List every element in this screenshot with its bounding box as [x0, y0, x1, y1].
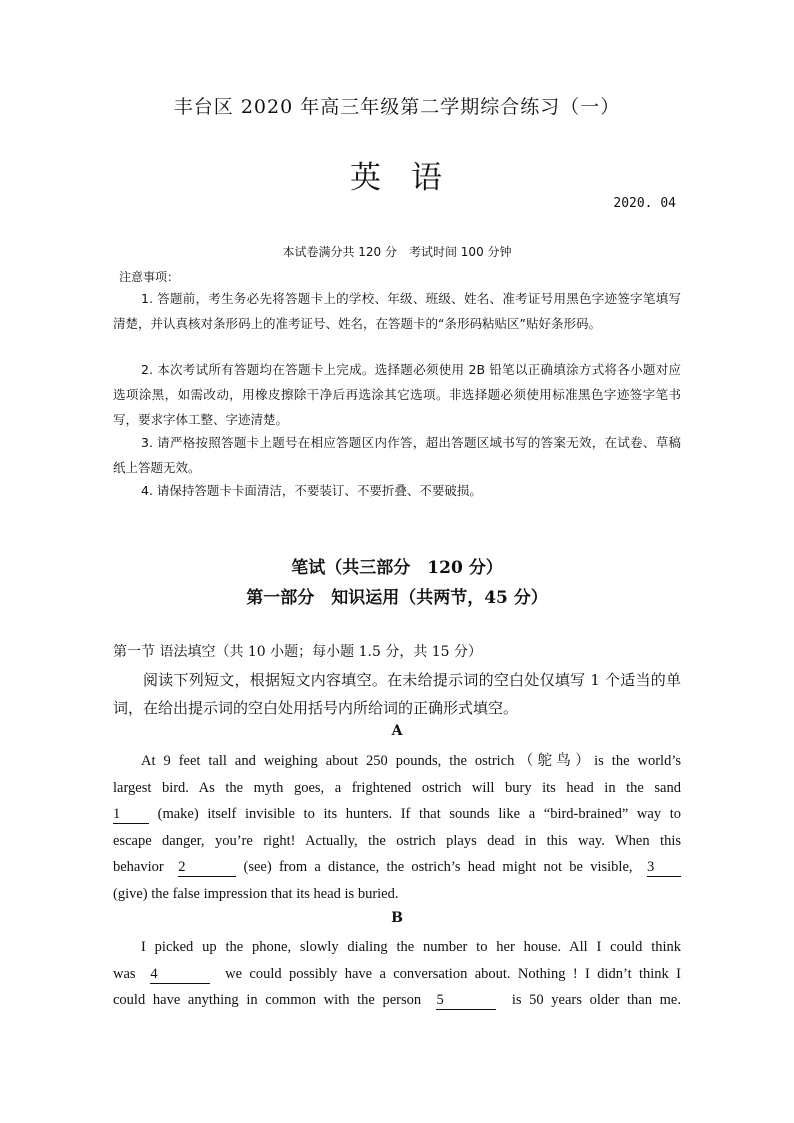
notice-rule-4: 4. 请保持答题卡卡面清洁，不要装订、不要折叠、不要破损。: [141, 483, 482, 498]
blank-4[interactable]: 4: [150, 965, 210, 984]
passage-text: we could possibly have a conversation about. Nothing ! I didn’t think I: [225, 965, 682, 982]
passage-text: (make) itself invisible to its hunters. If that sounds like a “bird-brained” way to: [157, 806, 682, 822]
passage-line: escape danger, you’re right! Actually, the ostrich plays dead in this way. When this: [113, 832, 681, 849]
passage-b-label: B: [391, 910, 403, 926]
passage-line: [113, 801, 681, 828]
passage-line: I picked up the phone, slowly dialing the number to her house. All I could think: [141, 939, 681, 955]
blank-1[interactable]: 1: [113, 805, 149, 824]
blank-3[interactable]: 3: [647, 858, 681, 877]
passage-text: could have anything in common with the person: [113, 992, 422, 1008]
notice-rule-2: 2. 本次考试所有答题均在答题卡上完成。选择题必须使用 2B 铅笔以正确填涂方式将各小题对应选项涂黑，如需改动，用橡皮擦除干净后再选涂其它选项。非选择题必须使用标准黑色字迹签字笔书写，要求字体工整、字迹清楚。: [113, 362, 681, 427]
written-test-heading: 笔试（共三部分 120 分）: [291, 558, 503, 578]
exam-title: 丰台区 2020 年高三年级第二学期综合练习（一）: [173, 96, 621, 118]
notice-label: 注意事项：: [119, 270, 180, 284]
passage-text: (see) from a distance, the ostrich’s head might not be visible,: [243, 859, 633, 875]
passage-text: behavior: [113, 859, 164, 875]
part-one-heading: 第一部分 知识运用（共两节，45 分）: [246, 588, 548, 608]
passage-line: largest bird. As the myth goes, a frightened ostrich will bury its head in the sand: [113, 779, 681, 796]
passage-text: was: [113, 965, 136, 982]
passage-line: (give) the false impression that its head is buried.: [113, 885, 399, 902]
passage-line: At 9 feet tall and weighing about 250 pounds, the ostrich（鸵鸟）is the world’s: [141, 753, 681, 769]
passage-a-label: A: [391, 723, 403, 739]
notice-rule-3: 3. 请严格按照答题卡上题号在相应答题区内作答，超出答题区域书写的答案无效，在试卷、草稿纸上答题无效。: [113, 435, 681, 475]
section-one-title: 第一节 语法填空（共 10 小题；每小题 1.5 分，共 15 分）: [113, 644, 483, 660]
section-heading: [0, 553, 794, 613]
exam-info: 本试卷满分共 120 分 考试时间 100 分钟: [282, 245, 512, 259]
passage-line: [113, 987, 681, 1014]
passage-a: [113, 748, 681, 907]
passage-text: is 50 years older than me.: [511, 992, 681, 1008]
passage-b: [113, 934, 681, 1014]
passage-line: [113, 961, 681, 988]
subject-title: 英语: [350, 160, 472, 196]
exam-date: 2020. 04: [613, 196, 676, 211]
blank-5[interactable]: 5: [436, 991, 496, 1010]
section-instructions: 阅读下列短文，根据短文内容填空。在未给提示词的空白处仅填写 1 个适当的单词，在给出提示词的空白处用括号内所给词的正确形式填空。: [113, 671, 681, 717]
passage-line: [113, 854, 681, 881]
notice-rule-1: 1. 答题前，考生务必先将答题卡上的学校、年级、班级、姓名、准考证号用黑色字迹签字笔填写清楚，并认真核对条形码上的准考证号、姓名，在答题卡的“条形码粘贴区”贴好条形码。: [113, 291, 681, 331]
blank-2[interactable]: 2: [178, 858, 236, 877]
